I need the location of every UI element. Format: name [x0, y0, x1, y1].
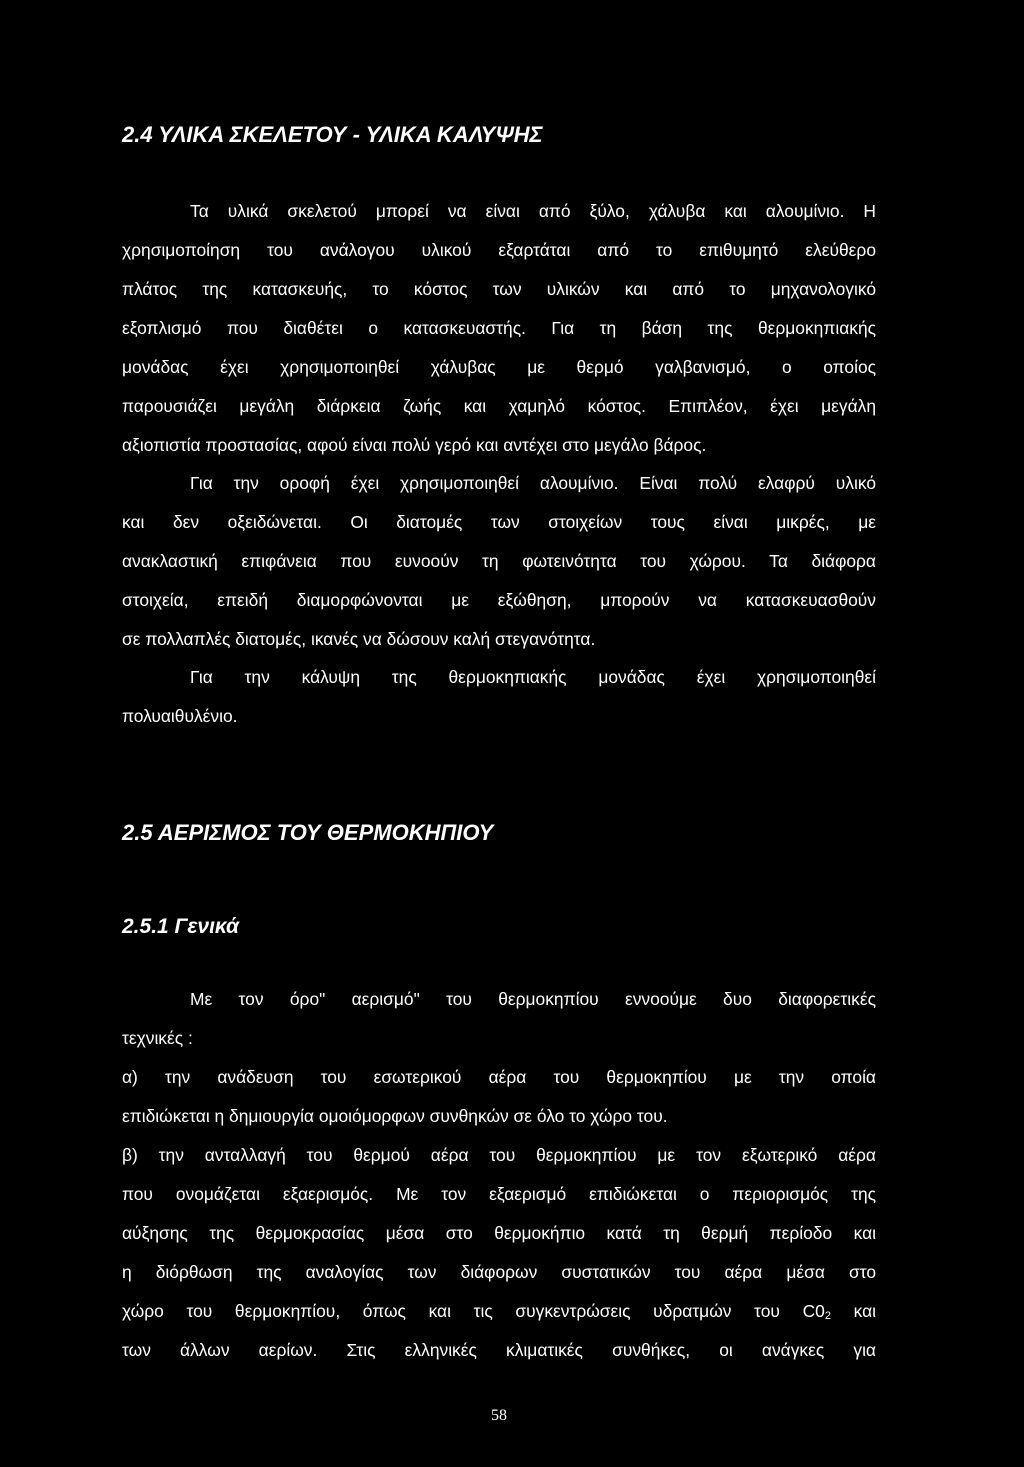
paragraph-line: πλάτος της κατασκευής, το κόστος των υλικών και από το μηχανολογικό — [122, 279, 876, 299]
document-page — [122, 0, 876, 1467]
paragraph-line: αύξησης της θερμοκρασίας μέσα στο θερμοκήπιο κατά τη θερμή περίοδο και — [122, 1223, 876, 1243]
paragraph-line: αξιοπιστία προστασίας, αφού είναι πολύ γερό και αντέχει στο μεγάλο βάρος. — [122, 435, 707, 455]
paragraph-line: Για την οροφή έχει χρησιμοποιηθεί αλουμίνιο. Είναι πολύ ελαφρύ υλικό — [190, 473, 876, 493]
page-number: 58 — [491, 1407, 507, 1424]
paragraph-line: α) την ανάδευση του εσωτερικού αέρα του θερμοκηπίου με την οποία — [122, 1067, 876, 1087]
paragraph-line: Για την κάλυψη της θερμοκηπιακής μονάδας έχει χρησιμοποιηθεί — [190, 667, 876, 687]
paragraph-line: η διόρθωση της αναλογίας των διάφορων συστατικών του αέρα μέσα στο — [122, 1262, 876, 1282]
line-text: χώρο του θερμοκηπίου, όπως και τις συγκεντρώσεις υδρατμών του C0 — [122, 1301, 825, 1321]
paragraph-line: τεχνικές : — [122, 1028, 193, 1048]
paragraph-line: Τα υλικά σκελετού μπορεί να είναι από ξύλο, χάλυβα και αλουμίνιο. Η — [190, 201, 876, 221]
paragraph-line: στοιχεία, επειδή διαμορφώνονται με εξώθηση, μπορούν να κατασκευασθούν — [122, 590, 876, 610]
line-text: και — [853, 1301, 876, 1321]
paragraph-line: σε πολλαπλές διατομές, ικανές να δώσουν καλή στεγανότητα. — [122, 629, 596, 649]
paragraph-line: των άλλων αερίων. Στις ελληνικές κλιματικές συνθήκες, οι ανάγκες για — [122, 1340, 876, 1360]
paragraph-line: β) την ανταλλαγή του θερμού αέρα του θερμοκηπίου με τον εξωτερικό αέρα — [122, 1145, 876, 1165]
paragraph-line-with-subscript — [122, 1296, 876, 1326]
subsection-heading-2-5-1: 2.5.1 Γενικά — [122, 915, 240, 938]
paragraph-line: Με τον όρο" αερισμό" του θερμοκηπίου εννοούμε δυο διαφορετικές — [190, 989, 876, 1009]
paragraph-line: πολυαιθυλένιο. — [122, 706, 238, 726]
section-heading-2-5: 2.5 ΑΕΡΙΣΜΟΣ ΤΟΥ ΘΕΡΜΟΚΗΠΙΟΥ — [122, 820, 494, 845]
paragraph-line: και δεν οξειδώνεται. Οι διατομές των στοιχείων τους είναι μικρές, με — [122, 512, 876, 532]
paragraph-line: επιδιώκεται η δημιουργία ομοιόμορφων συνθηκών σε όλο το χώρο του. — [122, 1106, 668, 1126]
paragraph-line: μονάδας έχει χρησιμοποιηθεί χάλυβας με θερμό γαλβανισμό, ο οποίος — [122, 357, 876, 377]
paragraph-line: εξοπλισμό που διαθέτει ο κατασκευαστής. Για τη βάση της θερμοκηπιακής — [122, 318, 876, 338]
subscript: 2 — [824, 1310, 831, 1322]
section-heading-2-4: 2.4 ΥΛΙΚΑ ΣΚΕΛΕΤΟΥ - ΥΛΙΚΑ ΚΑΛΥΨΗΣ — [122, 122, 543, 147]
paragraph-line: παρουσιάζει μεγάλη διάρκεια ζωής και χαμηλό κόστος. Επιπλέον, έχει μεγάλη — [122, 396, 876, 416]
paragraph-line: χρησιμοποίηση του ανάλογου υλικού εξαρτάται από το επιθυμητό ελεύθερο — [122, 240, 876, 260]
paragraph-line: που ονομάζεται εξαερισμός. Με τον εξαερισμό επιδιώκεται ο περιορισμός της — [122, 1184, 876, 1204]
paragraph-line: ανακλαστική επιφάνεια που ευνοούν τη φωτεινότητα του χώρου. Τα διάφορα — [122, 551, 876, 571]
